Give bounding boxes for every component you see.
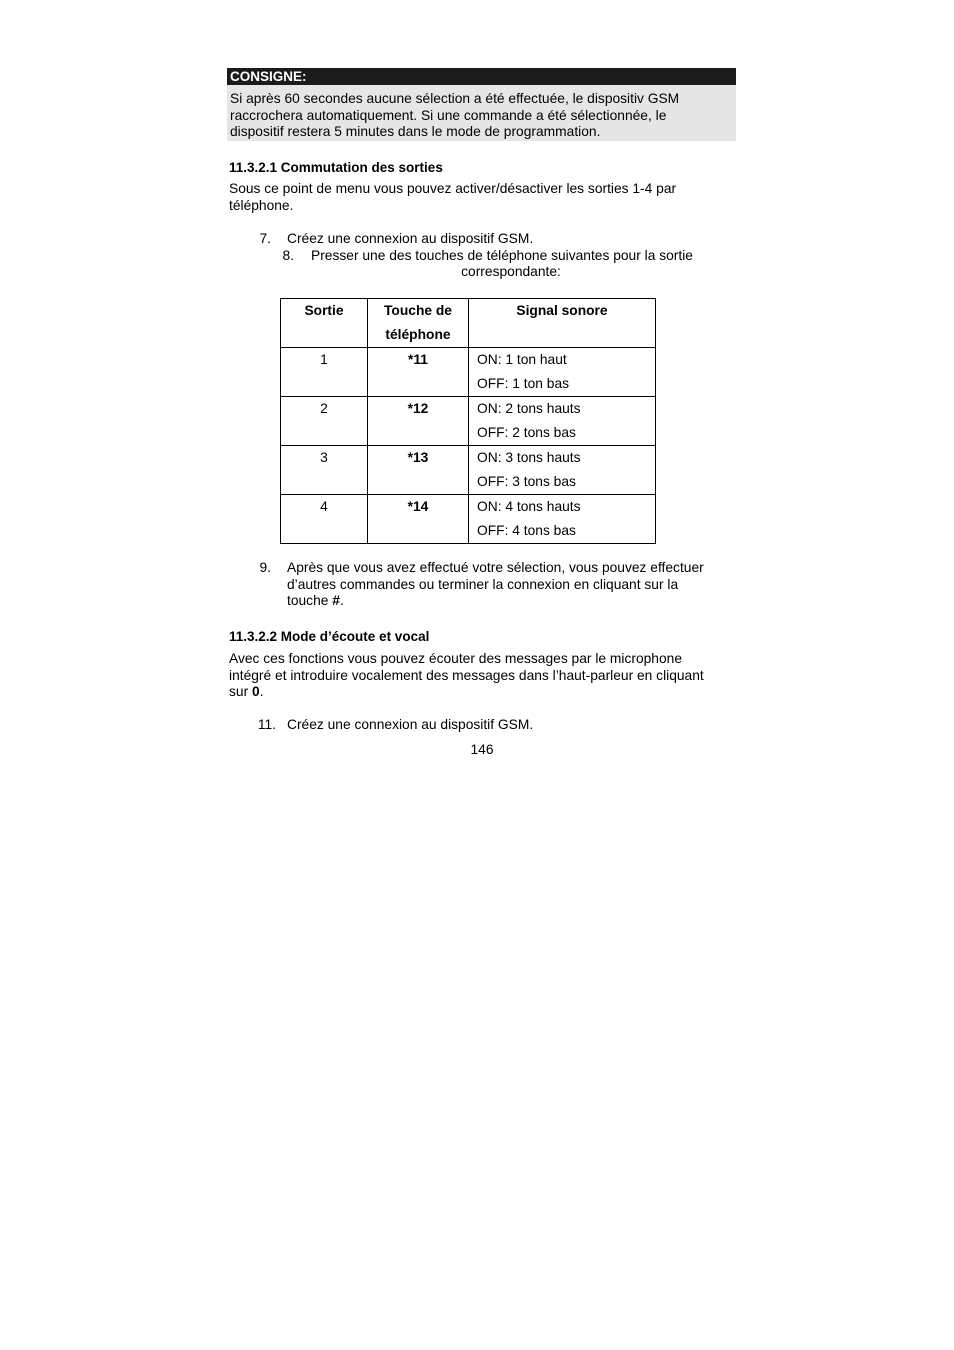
step-text: Créez une connexion au dispositif GSM. [287,717,534,732]
step-text: Presser une des touches de téléphone suivantes pour la sortie [311,248,693,263]
page-number: 146 [470,742,494,757]
section-paragraph [229,651,704,701]
cell-touche: *12 [368,397,469,446]
note-line: raccrochera automatiquement. Si une commande a été sélectionnée, le [230,107,667,123]
step-number: 11. [257,717,276,732]
step-line-prefix: touche [287,593,333,609]
step-text: Créez une connexion au dispositif GSM. [287,231,534,246]
signal-on: ON: 4 tons hauts [477,499,581,514]
section-heading-ecoute: 11.3.2.2 Mode d’écoute et vocal [229,629,430,644]
cell-signal [469,446,656,495]
step-text-continued: correspondante: [461,264,561,279]
step-line [287,593,704,610]
cell-touche: *11 [368,348,469,397]
paragraph-line [229,684,704,701]
cell-touche: *13 [368,446,469,495]
zero-key: 0 [252,684,260,700]
paragraph-line: Avec ces fonctions vous pouvez écouter des messages par le microphone [229,651,682,666]
signal-off: OFF: 2 tons bas [477,425,576,440]
step-text [287,560,704,610]
section-intro [229,181,676,214]
note-line: dispositif restera 5 minutes dans le mode de programmation. [230,124,601,140]
table-row [281,397,656,446]
signal-off: OFF: 3 tons bas [477,474,576,489]
signal-off: OFF: 1 ton bas [477,376,570,391]
signal-on: ON: 1 ton haut [477,352,567,367]
paragraph-prefix: sur [229,684,252,700]
header-sortie: Sortie [281,299,368,348]
hash-key: # [332,593,340,609]
cell-sortie: 3 [281,446,368,495]
signal-off: OFF: 4 tons bas [477,523,576,538]
table-row [281,446,656,495]
intro-line: Sous ce point de menu vous pouvez activer/désactiver les sorties 1-4 par [229,181,677,196]
table-header-row [281,299,656,348]
note-line: Si après 60 secondes aucune sélection a été effectuée, le dispositiv GSM [230,91,680,106]
table-row [281,495,656,544]
paragraph-line: intégré et introduire vocalement des messages dans l’haut-parleur en cliquant [229,667,704,683]
cell-sortie: 1 [281,348,368,397]
header-touche [368,299,469,348]
table-row [281,348,656,397]
cell-signal [469,348,656,397]
cell-signal [469,397,656,446]
output-signal-table [280,298,656,544]
step-number: 7. [259,231,271,246]
step-line-suffix: . [339,593,344,609]
signal-on: ON: 3 tons hauts [477,450,581,465]
header-signal: Signal sonore [469,299,656,348]
cell-touche: *14 [368,495,469,544]
header-touche-line1: Touche de [384,303,452,318]
paragraph-suffix: . [259,684,264,700]
step-number: 8. [282,248,294,263]
header-touche-line2: téléphone [385,327,451,342]
note-title: CONSIGNE: [227,68,736,85]
signal-on: ON: 2 tons hauts [477,401,581,416]
section-heading-commutation: 11.3.2.1 Commutation des sorties [229,160,443,175]
intro-line: téléphone. [229,197,294,213]
cell-sortie: 2 [281,397,368,446]
cell-signal [469,495,656,544]
cell-sortie: 4 [281,495,368,544]
note-body [227,85,736,141]
step-line: Après que vous avez effectué votre sélection, vous pouvez effectuer [287,560,704,575]
step-line: d’autres commandes ou terminer la connexion en cliquant sur la [287,576,679,592]
step-number: 9. [259,560,271,575]
